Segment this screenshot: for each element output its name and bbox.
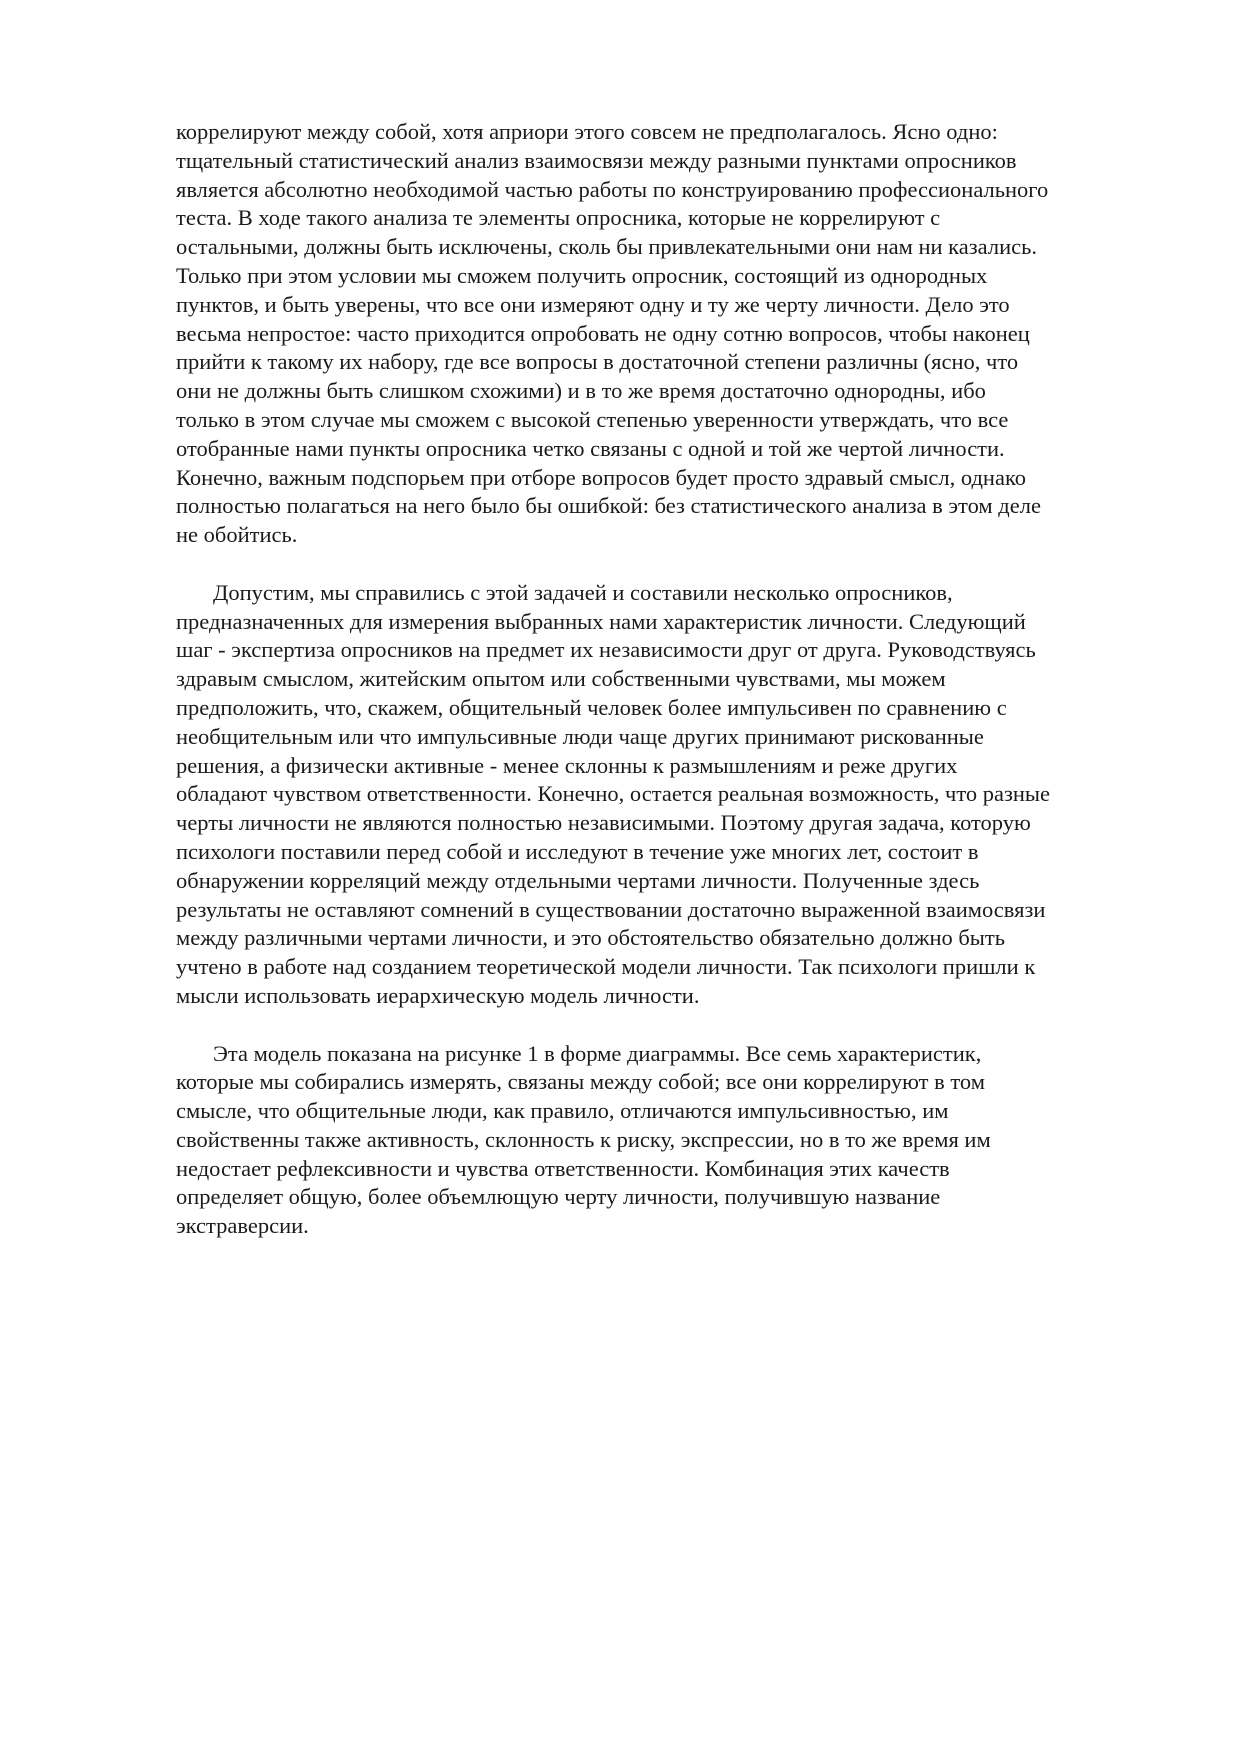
text-line: результаты не оставляют сомнений в существовании достаточно выраженной взаимосвязи (176, 896, 1046, 922)
text-line: обнаружении корреляций между отдельными чертами личности. Полученные здесь (176, 867, 980, 893)
text-line: остальными, должны быть исключены, сколь бы привлекательными они нам ни казались. (176, 234, 1037, 260)
text-line: полностью полагаться на него было бы ошибкой: без статистического анализа в этом деле (176, 493, 1041, 519)
text-line: теста. В ходе такого анализа те элементы опросника, которые не коррелируют с (176, 205, 941, 231)
text-line: предположить, что, скажем, общительный человек более импульсивен по сравнению с (176, 694, 1007, 720)
text-line: здравым смыслом, житейским опытом или собственными чувствами, мы можем (176, 666, 946, 692)
text-line: необщительным или что импульсивные люди чаще других принимают рискованные (176, 723, 984, 749)
text-line: тщательный статистический анализ взаимосвязи между разными пунктами опросников (176, 147, 1017, 173)
text-line: не обойтись. (176, 522, 298, 548)
text-line: определяет общую, более объемлющую черту личности, получившую название (176, 1184, 941, 1210)
paragraph-3 (176, 1040, 1156, 1242)
text-line: предназначенных для измерения выбранных нами характеристик личности. Следующий (176, 608, 1026, 634)
text-line: является абсолютно необходимой частью работы по конструированию профессионального (176, 176, 1049, 202)
text-line: между различными чертами личности, и это обстоятельство обязательно должно быть (176, 925, 1006, 951)
text-line: Только при этом условии мы сможем получить опросник, состоящий из однородных (176, 262, 988, 288)
text-line: смысле, что общительные люди, как правило, отличаются импульсивностью, им (176, 1098, 949, 1124)
text-line: свойственны также активность, склонность к риску, экспрессии, но в то же время им (176, 1126, 991, 1152)
text-line: недостает рефлексивности и чувства ответственности. Комбинация этих качеств (176, 1155, 950, 1181)
text-line: прийти к такому их набору, где все вопросы в достаточной степени различны (ясно, что (176, 349, 1019, 375)
text-line: Допустим, мы справились с этой задачей и составили несколько опросников, (213, 579, 953, 605)
text-line: шаг - экспертиза опросников на предмет их независимости друг от друга. Руководствуясь (176, 637, 1036, 663)
text-line: весьма непростое: часто приходится опробовать не одну сотню вопросов, чтобы наконец (176, 320, 1030, 346)
text-line: отобранные нами пункты опросника четко связаны с одной и той же чертой личности. (176, 435, 1005, 461)
text-line: психологи поставили перед собой и исследуют в течение уже многих лет, состоит в (176, 838, 979, 864)
paragraph-2 (176, 579, 1156, 1011)
text-line: коррелируют между собой, хотя априори этого совсем не предполагалось. Ясно одно: (176, 119, 998, 144)
text-line: решения, а физически активные - менее склонны к размышлениям и реже других (176, 752, 958, 778)
text-line: Конечно, важным подспорьем при отборе вопросов будет просто здравый смысл, однако (176, 464, 1026, 490)
text-line: только в этом случае мы сможем с высокой степенью уверенности утверждать, что все (176, 406, 1009, 432)
text-line: пунктов, и быть уверены, что все они измеряют одну и ту же черту личности. Дело это (176, 291, 1010, 317)
document-body (176, 118, 1156, 1241)
text-line: учтено в работе над созданием теоретической модели личности. Так психологи пришли к (176, 954, 1036, 980)
text-line: экстраверсии. (176, 1213, 309, 1239)
text-line: которые мы собирались измерять, связаны между собой; все они коррелируют в том (176, 1069, 985, 1095)
paragraph-1 (176, 118, 1156, 550)
text-line: они не должны быть слишком схожими) и в то же время достаточно однородны, ибо (176, 378, 986, 404)
text-line: черты личности не являются полностью независимыми. Поэтому другая задача, которую (176, 810, 1031, 836)
text-line: обладают чувством ответственности. Конечно, остается реальная возможность, что разные (176, 781, 1050, 807)
text-line: Эта модель показана на рисунке 1 в форме диаграммы. Все семь характеристик, (213, 1040, 982, 1066)
text-line: мысли использовать иерархическую модель личности. (176, 982, 700, 1008)
